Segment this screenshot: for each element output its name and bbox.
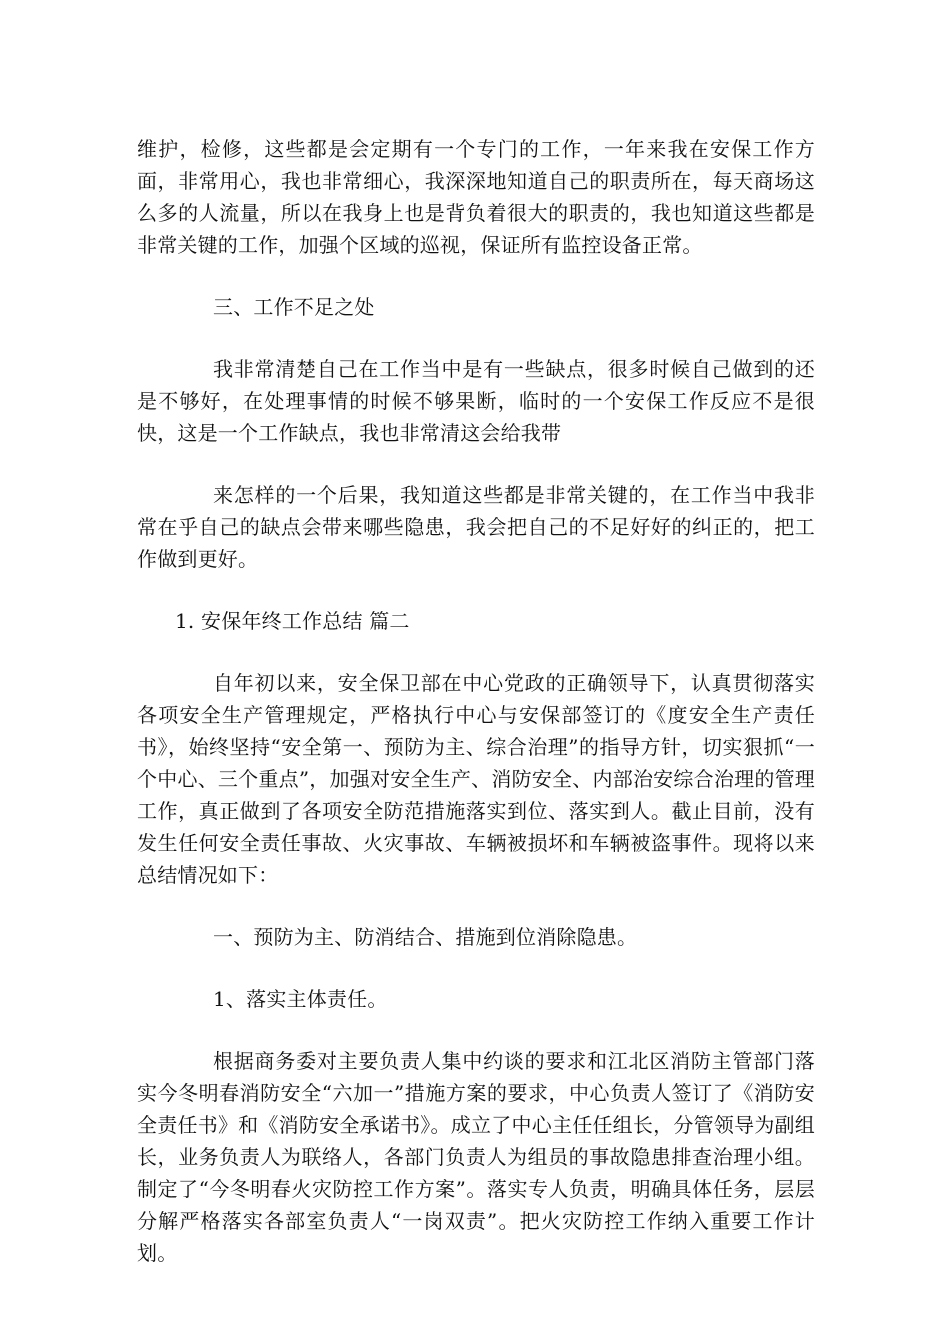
document-page bbox=[137, 133, 815, 1299]
paragraph-responsibility: 根据商务委对主要负责人集中约谈的要求和江北区消防主管部门落实今冬明春消防安全“六加一”措施方案的要求，中心负责人签订了《消防安全责任书》和《消防安全承诺书》。成立了中心主任任组长，分管领导为副组长，业务负责人为联络人，各部门负责人为组员的事故隐患排查治理小组。制定了“今冬明春火灾防控工作方案”。落实专人负责，明确具体任务，层层分解严格落实各部室负责人“一岗双责”。把火灾防控工作纳入重要工作计划。 bbox=[137, 1049, 815, 1265]
paragraph-consequences: 来怎样的一个后果，我知道这些都是非常关键的，在工作当中我非常在乎自己的缺点会带来哪些隐患，我会把自己的不足好好的纠正的，把工作做到更好。 bbox=[137, 483, 815, 571]
paragraph-maintenance: 维护，检修，这些都是会定期有一个专门的工作，一年来我在安保工作方面，非常用心，我也非常细心，我深深地知道自己的职责所在，每天商场这么多的人流量，所以在我身上也是背负着很大的职责的，我也知道这些都是非常关键的工作，加强个区域的巡视，保证所有监控设备正常。 bbox=[137, 137, 815, 257]
section-heading-prevention: 一、预防为主、防消结合、措施到位消除隐患。 bbox=[213, 925, 638, 949]
section-heading-shortcomings: 三、工作不足之处 bbox=[213, 295, 375, 319]
article-title-part-two: 1. 安保年终工作总结 篇二 bbox=[175, 609, 410, 633]
paragraph-shortcomings: 我非常清楚自己在工作当中是有一些缺点，很多时候自己做到的还是不够好，在处理事情的时候不够果断，临时的一个安保工作反应不是很快，这是一个工作缺点，我也非常清这会给我带 bbox=[137, 357, 815, 445]
paragraph-intro: 自年初以来，安全保卫部在中心党政的正确领导下，认真贯彻落实各项安全生产管理规定，严格执行中心与安保部签订的《度安全生产责任书》，始终坚持“安全第一、预防为主、综合治理”的指导方针，切实狠抓“一个中心、三个重点”，加强对安全生产、消防安全、内部治安综合治理的管理工作，真正做到了各项安全防范措施落实到位、落实到人。截止目前，没有发生任何安全责任事故、火灾事故、车辆被损坏和车辆被盗事件。现将以来总结情况如下： bbox=[137, 671, 815, 887]
subsection-heading-responsibility: 1、落实主体责任。 bbox=[213, 987, 388, 1011]
